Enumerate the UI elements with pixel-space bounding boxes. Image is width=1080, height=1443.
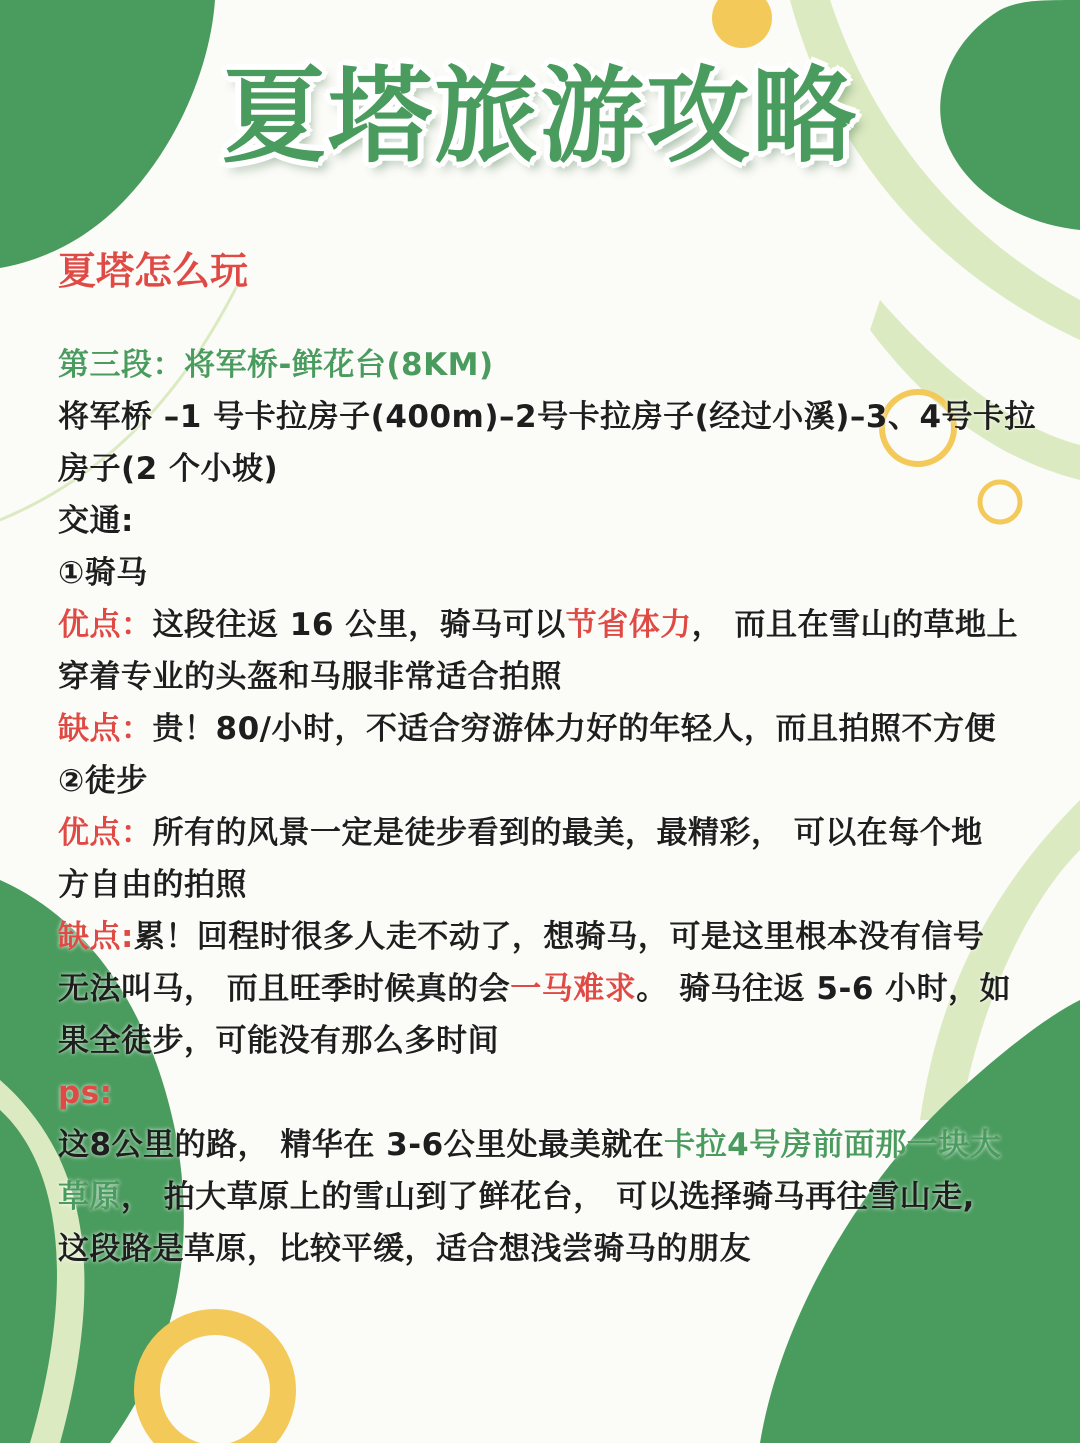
route-line-2: 房子(2 个小坡) (58, 451, 279, 487)
route-line-1: 将军桥 –1 号卡拉房子(400m)–2号卡拉房子(经过小溪)–3、4号卡拉 (58, 399, 1037, 435)
bottom-yellow-ring (147, 1322, 283, 1443)
hike-cons-text-b: 。 骑马往返 5-6 小时，如 (636, 971, 1012, 1007)
hike-cons-highlight: 一马难求 (510, 971, 637, 1007)
ps-text-b: ， 拍大草原上的雪山到了鲜花台， 可以选择骑马再往雪山走, (121, 1179, 975, 1215)
ps-line-3: 这段路是草原，比较平缓，适合想浅尝骑马的朋友 (58, 1231, 751, 1267)
option-hike-title: ②徒步 (58, 763, 148, 799)
content-body (58, 240, 1048, 1275)
hike-cons-line-1 (58, 911, 1048, 963)
hike-pros-line-1 (58, 807, 1048, 859)
hike-cons-text: 累！回程时很多人走不动了，想骑马，可是这里根本没有信号 (133, 919, 985, 955)
horse-pros-text: 这段往返 16 公里，骑马可以 (152, 607, 566, 643)
cons-label: 缺点: (58, 919, 134, 955)
ps-text-a: 这8公里的路， 精华在 3-6公里处最美就在 (58, 1127, 665, 1163)
stage-heading: 第三段：将军桥-鲜花台(8KM) (58, 347, 494, 383)
horse-cons-text: 贵！80/小时，不适合穷游体力好的年轻人，而且拍照不方便 (152, 711, 996, 747)
ps-line-1 (58, 1119, 1048, 1171)
horse-pros-text-end: ， 而且在雪山的草地上 (691, 607, 1019, 643)
ps-highlight-a: 卡拉4号房前面那一块大 (664, 1127, 1002, 1163)
horse-cons-line (58, 703, 1048, 755)
hike-cons-line-2 (58, 963, 1048, 1015)
hike-cons-line-3: 果全徒步，可能没有那么多时间 (58, 1023, 499, 1059)
hike-pros-text: 所有的风景一定是徒步看到的最美，最精彩， 可以在每个地 (152, 815, 983, 851)
page-title: 夏塔旅游攻略 (221, 55, 858, 177)
ps-highlight-b: 草原 (58, 1179, 121, 1215)
horse-pros-line-2: 穿着专业的头盔和马服非常适合拍照 (58, 659, 562, 695)
transport-label: 交通: (58, 503, 134, 539)
ps-line-2 (58, 1171, 1048, 1223)
section-heading: 夏塔怎么玩 (58, 249, 249, 293)
horse-pros-highlight: 节省体力 (565, 607, 692, 643)
horse-pros-line-1 (58, 599, 1048, 651)
cons-label: 缺点： (58, 711, 153, 747)
hike-pros-line-2: 方自由的拍照 (58, 867, 247, 903)
pros-label: 优点： (58, 815, 153, 851)
hike-cons-text-a: 无法叫马， 而且旺季时候真的会 (58, 971, 511, 1007)
pros-label: 优点： (58, 607, 153, 643)
option-horse-title: ①骑马 (58, 555, 148, 591)
ps-label: ps: (58, 1075, 113, 1111)
